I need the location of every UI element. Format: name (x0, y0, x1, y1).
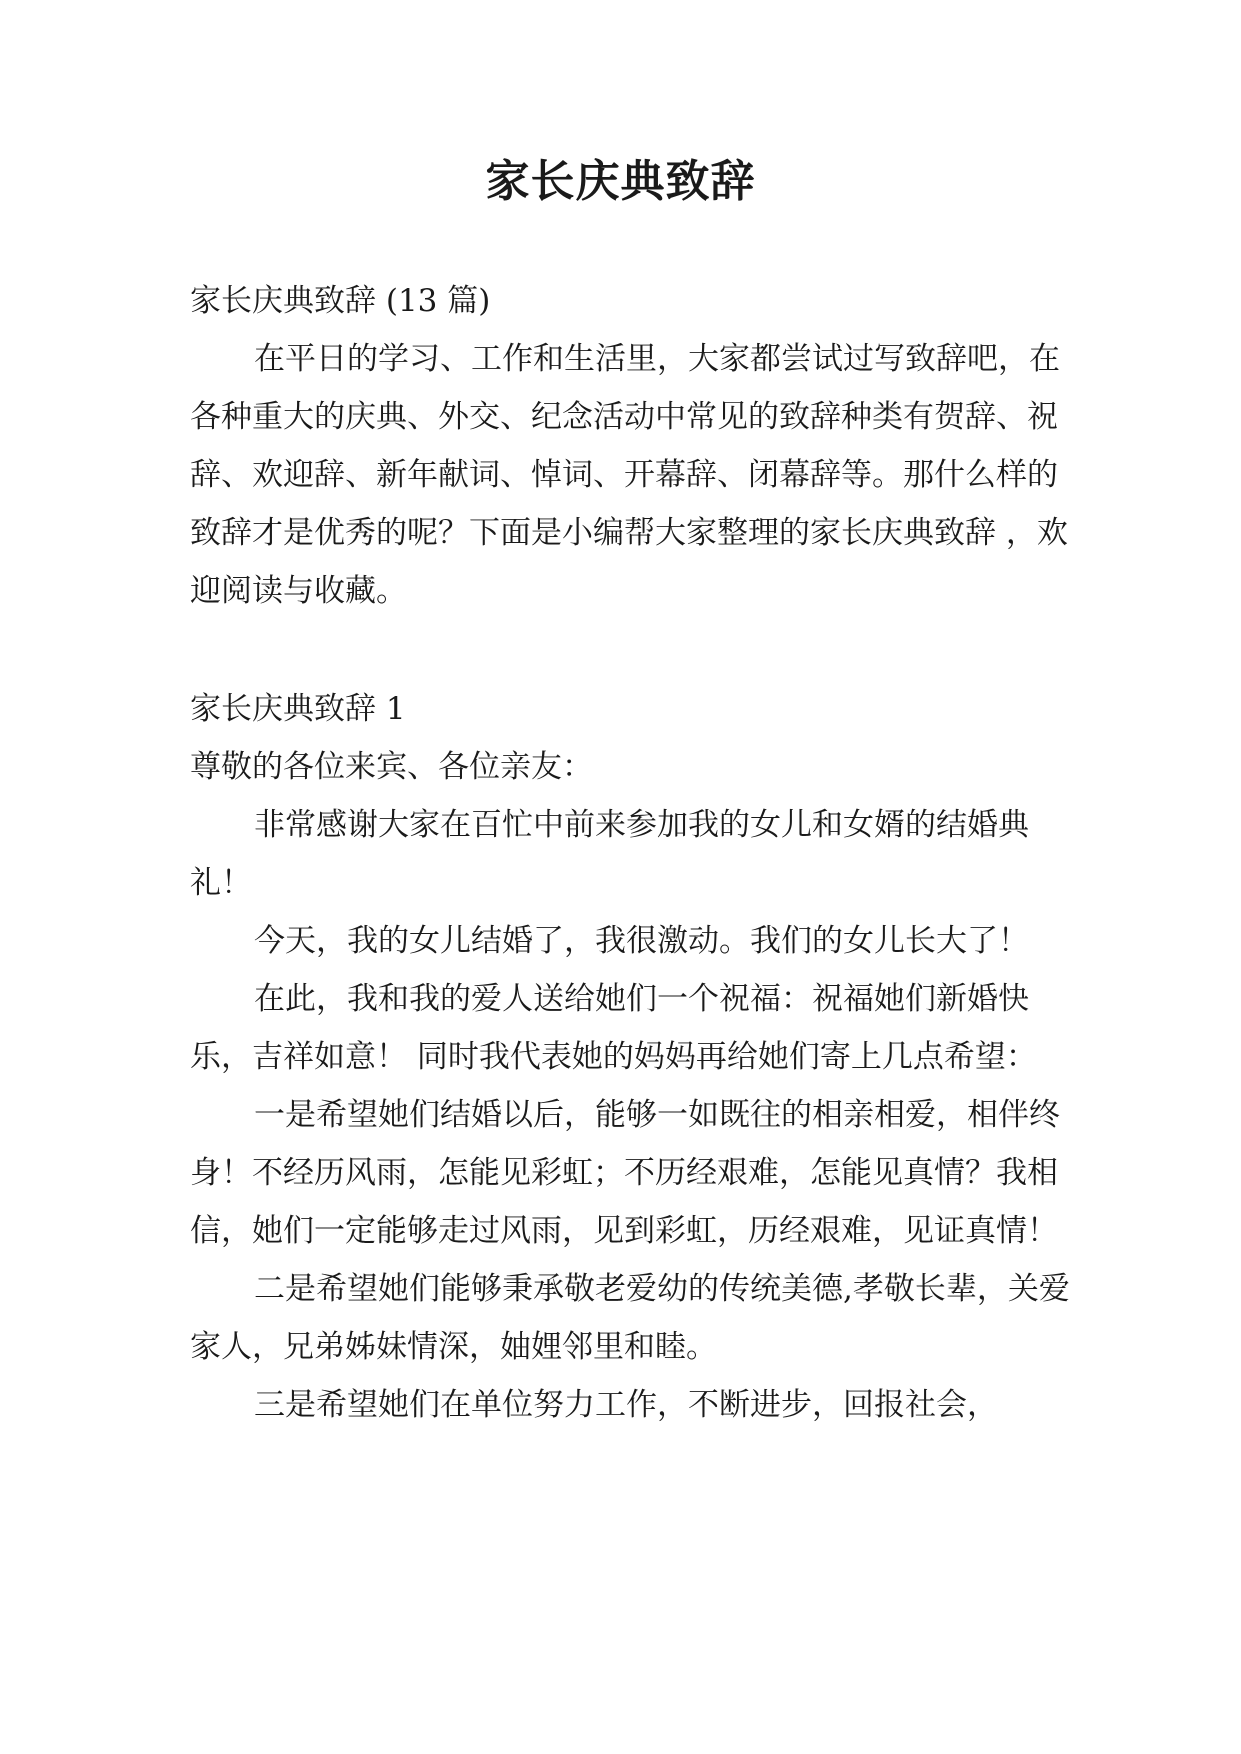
body-paragraph: 二是希望她们能够秉承敬老爱幼的传统美德,孝敬长辈，关爱家人，兄弟姊妹情深，妯娌邻里和睦。 (190, 1271, 1070, 1365)
body-paragraph: 在此，我和我的爱人送给她们一个祝福：祝福她们新婚快乐，吉祥如意！ 同时我代表她的妈妈再给她们寄上几点希望： (190, 981, 1037, 1075)
document-title: 家长庆典致辞 (485, 156, 756, 207)
intro-paragraph: 在平日的学习、工作和生活里，大家都尝试过写致辞吧，在各种重大的庆典、外交、纪念活动中常见的致辞种类有贺辞、祝辞、欢迎辞、新年献词、悼词、开幕辞、闭幕辞等。那什么样的致辞才是优秀的呢？下面是小编帮大家整理的家长庆典致辞 ，欢迎阅读与收藏。 (190, 341, 1068, 609)
body-paragraph: 今天，我的女儿结婚了，我很激动。我们的女儿长大了！ (254, 923, 1029, 959)
document-subtitle: 家长庆典致辞 (13 篇) (190, 283, 491, 319)
body-paragraph: 非常感谢大家在百忙中前来参加我的女儿和女婿的结婚典礼！ (190, 807, 1029, 901)
body-paragraph: 三是希望她们在单位努力工作，不断进步，回报社会， (254, 1387, 998, 1423)
body-paragraph: 一是希望她们结婚以后，能够一如既往的相亲相爱，相伴终身！不经历风雨，怎能见彩虹；不历经艰难，怎能见真情？我相信，她们一定能够走过风雨，见到彩虹，历经艰难，见证真情！ (190, 1097, 1060, 1249)
salutation: 尊敬的各位来宾、各位亲友： (190, 749, 593, 785)
document-body (190, 272, 1070, 1434)
section-heading: 家长庆典致辞 1 (190, 691, 406, 727)
